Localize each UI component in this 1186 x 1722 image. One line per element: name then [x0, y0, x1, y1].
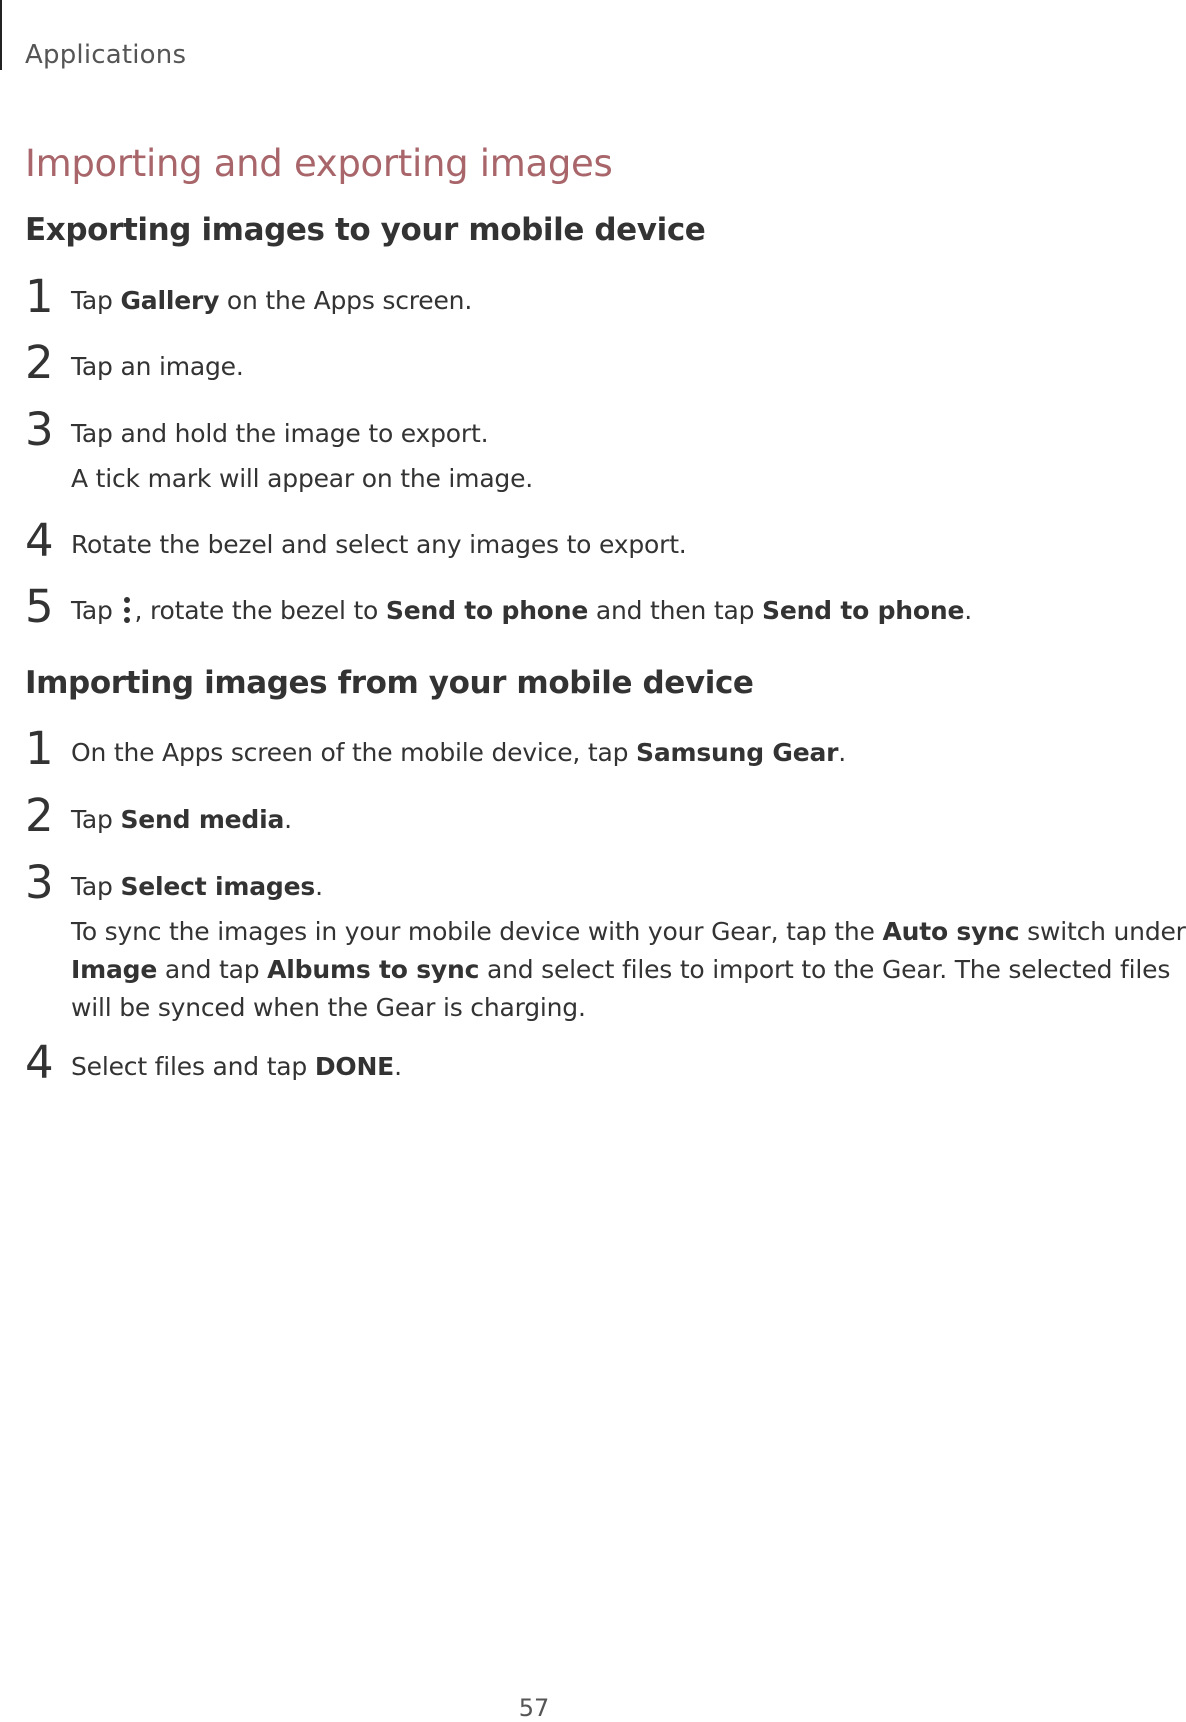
- auto-sync-term: Auto sync: [882, 917, 1020, 946]
- gallery-term: Gallery: [120, 286, 220, 315]
- step-text: On the Apps screen of the mobile device, tap Samsung Gear.: [71, 738, 847, 767]
- send-to-phone-term: Send to phone: [385, 596, 589, 625]
- samsung-gear-term: Samsung Gear: [636, 738, 839, 767]
- step-text: Tap and hold the image to export.: [71, 419, 489, 448]
- step-number: 4: [25, 1036, 54, 1089]
- step-number: 3: [25, 856, 54, 909]
- send-media-term: Send media: [120, 805, 285, 834]
- step-text: Rotate the bezel and select any images to export.: [71, 530, 687, 559]
- step-number: 5: [25, 580, 54, 633]
- step-number: 1: [25, 270, 54, 323]
- step-text: Tap Select images.: [71, 872, 323, 901]
- step-number: 2: [25, 789, 54, 842]
- step-text: Tap an image.: [71, 352, 244, 381]
- step-number: 4: [25, 514, 54, 567]
- step-text: Select files and tap DONE.: [71, 1052, 402, 1081]
- export-section-heading: Exporting images to your mobile device: [25, 212, 706, 248]
- step-number: 2: [25, 336, 54, 389]
- step-text: Tap Send media.: [71, 805, 292, 834]
- image-term: Image: [71, 955, 158, 984]
- step-text: Tap Gallery on the Apps screen.: [71, 286, 473, 315]
- step-note: A tick mark will appear on the image.: [71, 464, 534, 493]
- running-header: Applications: [25, 40, 187, 70]
- more-options-icon: [121, 595, 133, 625]
- albums-to-sync-term: Albums to sync: [267, 955, 480, 984]
- step-number: 3: [25, 403, 54, 456]
- select-images-term: Select images: [120, 872, 316, 901]
- step-number: 1: [25, 722, 54, 775]
- page-edge-line: [0, 0, 2, 70]
- done-term: DONE: [314, 1052, 395, 1081]
- step-note: To sync the images in your mobile device with your Gear, tap the Auto sync switch under Image and tap Albums to sync and select files to import to the Gear. The selected files will be synced when the Gear is charging.: [71, 917, 1186, 1022]
- page-title: Importing and exporting images: [25, 142, 613, 185]
- send-to-phone-term: Send to phone: [762, 596, 965, 625]
- step-text: Tap , rotate the bezel to Send to phone and then tap Send to phone.: [71, 596, 972, 625]
- import-section-heading: Importing images from your mobile device: [25, 665, 754, 701]
- page-number: 57: [518, 1694, 550, 1722]
